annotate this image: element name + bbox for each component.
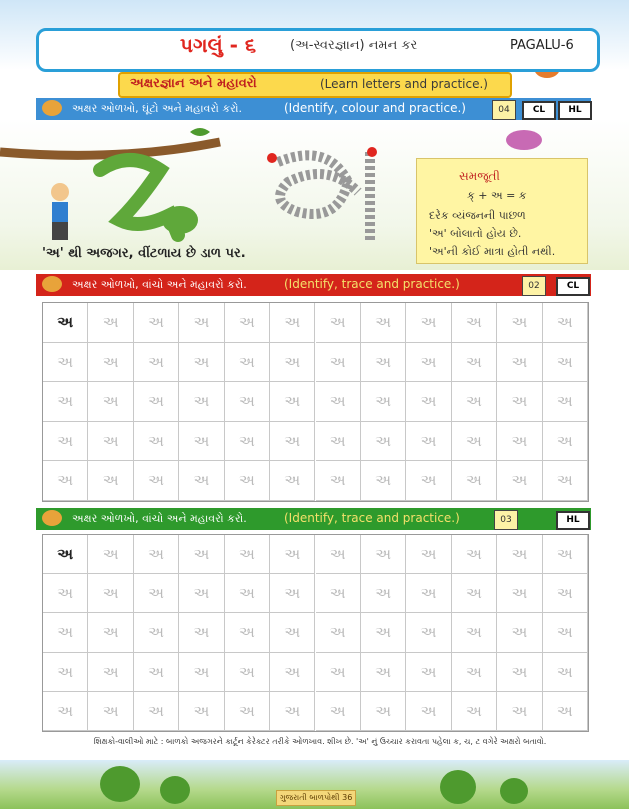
note-line: 'અ'ની કોઈ માત્રા હોતી નથી. [429,245,556,258]
trace-cell: અ [406,303,451,343]
instruction-bar-2 [36,274,591,296]
trace-cell: અ [179,422,224,462]
trace-cell: અ [179,535,224,574]
cl-tag: CL [522,101,556,120]
trace-cell: અ [316,692,361,731]
trace-cell: અ [361,382,406,422]
trace-cell: અ [361,574,406,613]
hl-tag: HL [556,511,590,530]
trace-cell: અ [88,613,133,652]
trace-cell: અ [43,382,88,422]
trace-cell: અ [452,461,497,501]
trace-cell: અ [225,653,270,692]
trace-cell: અ [225,303,270,343]
trace-cell: અ [497,692,542,731]
trace-cell: અ [543,692,588,731]
page-code: PAGALU-6 [510,38,574,53]
model-letter: અ [43,303,88,343]
trace-cell: અ [270,613,315,652]
activity-number: 03 [494,510,518,530]
trace-cell: અ [316,653,361,692]
teacher-note: શિક્ષકો-વાલીઓ માટે : બાળકો અજગરને કાર્ટૂન કેરેક્ટર તરીકે ઓળખાવ. શીખ છે. 'અ' નું ઉચ્ચાર કરાવતા પહેલા ક, ચ, ટ વગેરે અક્ષરો બતાવો. [93,737,547,746]
trace-cell: અ [88,303,133,343]
instruction-gujarati: અક્ષર ઓળખો, વાંચો અને મહાવરો કરો. [72,278,247,291]
trace-cell: અ [43,461,88,501]
trace-cell: અ [361,303,406,343]
instruction-english: (Identify, colour and practice.) [284,101,466,115]
trace-cell: અ [406,613,451,652]
snake-head [162,206,198,234]
trace-cell: અ [452,422,497,462]
trace-cell: અ [225,343,270,383]
trace-cell: અ [361,461,406,501]
trace-cell: અ [316,382,361,422]
trace-cell: અ [43,613,88,652]
trace-cell: અ [452,692,497,731]
trace-cell: અ [361,613,406,652]
trace-cell: અ [361,535,406,574]
trace-cell: અ [270,303,315,343]
trace-cell: અ [316,574,361,613]
trace-cell: અ [134,692,179,731]
trace-cell: અ [543,653,588,692]
letter-trace-guide [278,152,370,242]
instruction-english: (Identify, trace and practice.) [284,277,460,291]
boy-shirt [52,202,68,222]
note-line: ક્ + અ = ક [467,189,527,202]
trace-cell: અ [452,653,497,692]
tree-icon [100,766,140,802]
trace-cell: અ [270,574,315,613]
leaf [190,128,210,136]
trace-cell: અ [497,382,542,422]
instruction-bar-1 [36,98,591,120]
trace-cell: અ [88,382,133,422]
trace-cell: અ [88,422,133,462]
instruction-english: (Identify, trace and practice.) [284,511,460,525]
trace-cell: અ [452,574,497,613]
trace-cell: અ [134,535,179,574]
scene-caption: 'અ' થી અજગર, વીંટળાય છે ડાળ પર. [42,246,246,261]
trace-cell: અ [88,653,133,692]
trace-cell: અ [134,613,179,652]
practice-grid-1 [42,302,589,502]
trace-cell: અ [316,343,361,383]
trace-cell: અ [497,613,542,652]
trace-cell: અ [543,535,588,574]
trace-cell: અ [316,303,361,343]
trace-cell: અ [543,461,588,501]
trace-cell: અ [497,574,542,613]
trace-cell: અ [452,303,497,343]
trace-cell: અ [543,422,588,462]
trace-cell: અ [270,382,315,422]
trace-cell: અ [316,461,361,501]
trace-cell: અ [406,461,451,501]
trace-cell: અ [543,574,588,613]
trace-cell: અ [270,343,315,383]
page-subtitle: (અ-સ્વરજ્ઞાન) નમન કર [290,38,418,53]
trace-cell: અ [179,574,224,613]
branch [0,142,220,155]
trace-start-dot [267,153,277,163]
page-title: પગલું - ૬ [180,33,257,57]
trace-cell: અ [316,422,361,462]
trace-cell: અ [543,613,588,652]
trace-cell: અ [497,343,542,383]
trace-cell: અ [497,653,542,692]
trace-cell: અ [452,382,497,422]
explanation-note [416,158,588,264]
bird-icon [42,276,62,292]
trace-cell: અ [225,613,270,652]
trace-cell: અ [179,382,224,422]
note-heading: સમજૂતી [459,169,500,183]
trace-cell: અ [43,343,88,383]
page-label: ગુજરાતી બાળપોથી 36 [276,790,356,806]
practice-grid-2 [42,534,589,732]
instruction-gujarati: અક્ષર ઓળખો, ઘૂંટો અને મહાવરો કરો. [72,102,243,115]
trace-cell: અ [43,692,88,731]
trace-cell: અ [88,343,133,383]
trace-cell: અ [225,461,270,501]
hl-tag: HL [558,101,592,120]
trace-cell: અ [361,653,406,692]
banner-english: (Learn letters and practice.) [320,77,488,91]
trace-cell: અ [134,382,179,422]
activity-number: 02 [522,276,546,296]
trace-cell: અ [134,303,179,343]
banner-gujarati: અક્ષરજ્ઞાન અને મહાવરો [130,76,257,91]
trace-cell: અ [179,613,224,652]
trace-cell: અ [452,613,497,652]
trace-cell: અ [88,535,133,574]
trace-cell: અ [406,653,451,692]
trace-cell: અ [43,422,88,462]
boy-head [51,183,69,201]
trace-cell: અ [225,574,270,613]
trace-cell: અ [406,574,451,613]
hedgehog [506,130,542,150]
trace-cell: અ [43,574,88,613]
trace-cell: અ [270,535,315,574]
trace-cell: અ [497,303,542,343]
trace-cell: અ [452,535,497,574]
trace-cell: અ [179,303,224,343]
trace-cell: અ [543,382,588,422]
activity-number: 04 [492,100,516,120]
trace-cell: અ [134,574,179,613]
trace-cell: અ [270,461,315,501]
model-letter: અ [43,535,88,574]
tree-icon [440,770,476,804]
trace-cell: અ [225,382,270,422]
trace-cell: અ [179,461,224,501]
trace-cell: અ [543,303,588,343]
trace-cell: અ [406,382,451,422]
trace-cell: અ [406,692,451,731]
trace-start-dot [367,147,377,157]
trace-cell: અ [406,422,451,462]
note-line: 'અ' બોલાતો હોય છે. [429,227,522,240]
section-banner [118,72,512,98]
trace-cell: અ [361,422,406,462]
trace-cell: અ [88,574,133,613]
trace-cell: અ [134,422,179,462]
trace-cell: અ [134,653,179,692]
trace-cell: અ [134,461,179,501]
trace-cell: અ [497,461,542,501]
trace-cell: અ [134,343,179,383]
trace-cell: અ [270,422,315,462]
trace-cell: અ [361,692,406,731]
trace-cell: અ [452,343,497,383]
trace-cell: અ [179,692,224,731]
instruction-bar-3 [36,508,591,530]
trace-cell: અ [225,692,270,731]
tree-icon [160,776,190,804]
trace-cell: અ [88,692,133,731]
trace-cell: અ [270,653,315,692]
bird-icon [42,100,62,116]
boy-legs [52,222,68,240]
tree-icon [500,778,528,804]
trace-cell: અ [179,653,224,692]
trace-cell: અ [361,343,406,383]
trace-cell: અ [316,613,361,652]
trace-cell: અ [316,535,361,574]
trace-cell: અ [543,343,588,383]
trace-cell: અ [179,343,224,383]
trace-cell: અ [88,461,133,501]
trace-cell: અ [225,422,270,462]
cl-tag: CL [556,277,590,296]
trace-cell: અ [406,535,451,574]
bird-icon [42,510,62,526]
trace-cell: અ [270,692,315,731]
trace-cell: અ [497,422,542,462]
trace-cell: અ [406,343,451,383]
note-line: દરેક વ્યંજનની પાછળ [429,209,526,222]
instruction-gujarati: અક્ષર ઓળખો, વાંચો અને મહાવરો કરો. [72,512,247,525]
trace-cell: અ [497,535,542,574]
trace-cell: અ [43,653,88,692]
trace-cell: અ [225,535,270,574]
